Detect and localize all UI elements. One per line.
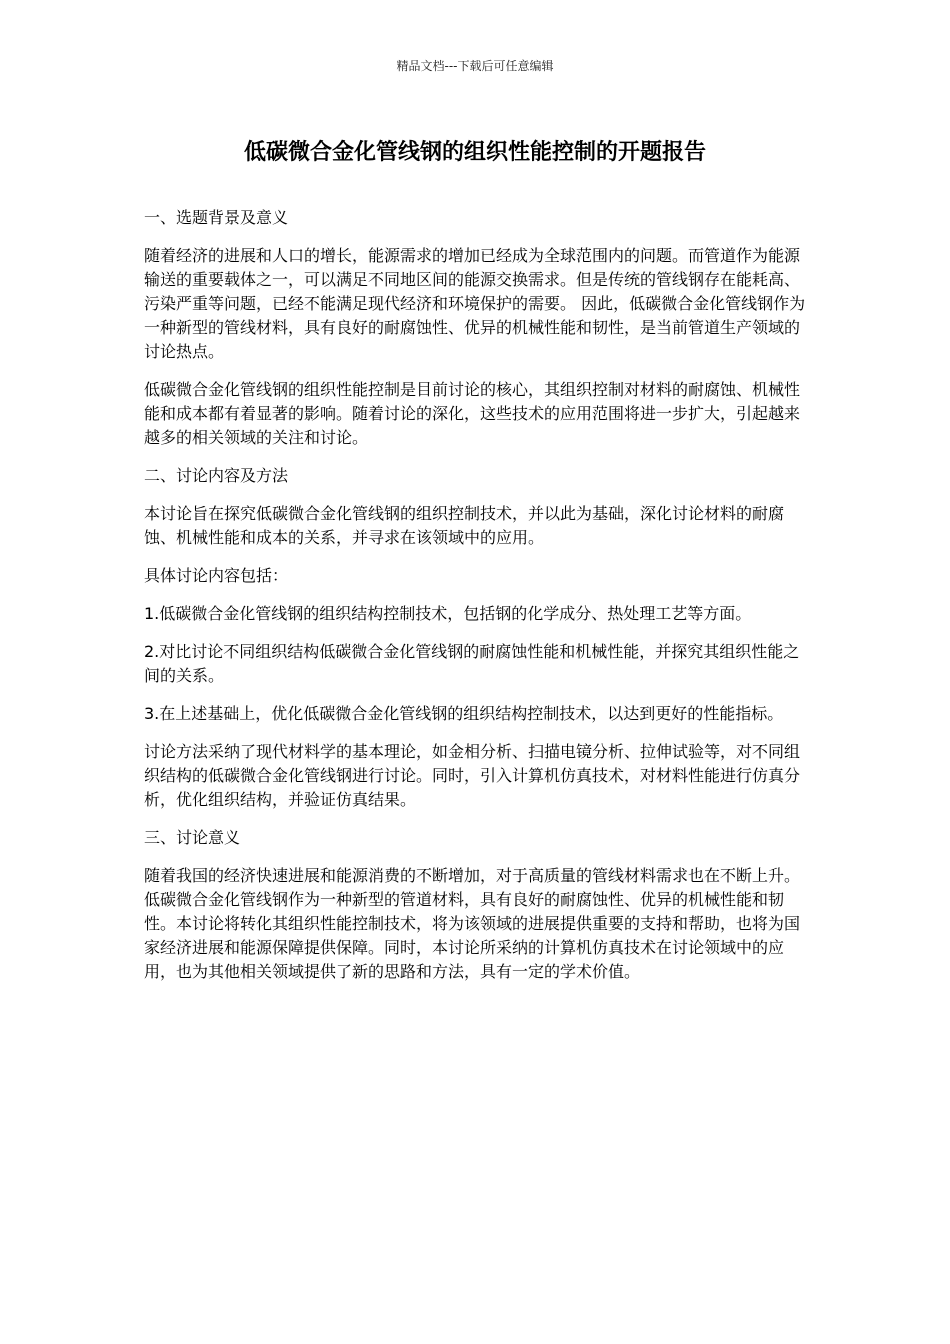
content-paragraph-3: 讨论方法采纳了现代材料学的基本理论，如金相分析、扫描电镜分析、拉伸试验等，对不同组织结构的低碳微合金化管线钢进行讨论。同时，引入计算机仿真技术，对材料性能进行仿真分析，优化组织结构，并验证仿真结果。 — [144, 742, 801, 809]
content-paragraph-2: 具体讨论内容包括： — [144, 566, 289, 585]
content-paragraph-1: 本讨论旨在探究低碳微合金化管线钢的组织控制技术，并以此为基础，深化讨论材料的耐腐蚀、机械性能和成本的关系，并寻求在该领域中的应用。 — [144, 504, 785, 547]
background-paragraph-2: 低碳微合金化管线钢的组织性能控制是目前讨论的核心，其组织控制对材料的耐腐蚀、机械性能和成本都有着显著的影响。随着讨论的深化，这些技术的应用范围将进一步扩大，引起越来越多的相关领域的关注和讨论。 — [144, 380, 801, 447]
document-body — [144, 206, 808, 998]
document-title: 低碳微合金化管线钢的组织性能控制的开题报告 — [243, 140, 706, 165]
significance-paragraph-1: 随着我国的经济快速进展和能源消费的不断增加，对于高质量的管线材料需求也在不断上升。低碳微合金化管线钢作为一种新型的管道材料，具有良好的耐腐蚀性、优异的机械性能和韧性。本讨论将转化其组织性能控制技术，将为该领域的进展提供重要的支持和帮助，也将为国家经济进展和能源保障提供保障。同时，本讨论所采纳的计算机仿真技术在讨论领域中的应用，也为其他相关领域提供了新的思路和方法，具有一定的学术价值。 — [144, 866, 801, 981]
content-list-item-2: 2.对比讨论不同组织结构低碳微合金化管线钢的耐腐蚀性能和机械性能，并探究其组织性能之间的关系。 — [144, 642, 800, 685]
content-list-item-3: 3.在上述基础上，优化低碳微合金化管线钢的组织结构控制技术，以达到更好的性能指标。 — [144, 704, 784, 723]
header-note: 精品文档---下载后可任意编辑 — [396, 59, 554, 73]
section-heading-content: 二、讨论内容及方法 — [144, 466, 289, 485]
content-list-item-1: 1.低碳微合金化管线钢的组织结构控制技术，包括钢的化学成分、热处理工艺等方面。 — [144, 604, 752, 623]
section-heading-significance: 三、讨论意义 — [144, 828, 241, 847]
section-heading-background: 一、选题背景及意义 — [144, 208, 289, 227]
background-paragraph-1: 随着经济的进展和人口的增长，能源需求的增加已经成为全球范围内的问题。而管道作为能源输送的重要载体之一，可以满足不同地区间的能源交换需求。但是传统的管线钢存在能耗高、污染严重等问题，已经不能满足现代经济和环境保护的需要。 因此，低碳微合金化管线钢作为一种新型的管线材料，具有良好的耐腐蚀性、优异的机械性能和韧性，是当前管道生产领域的讨论热点。 — [144, 246, 806, 361]
